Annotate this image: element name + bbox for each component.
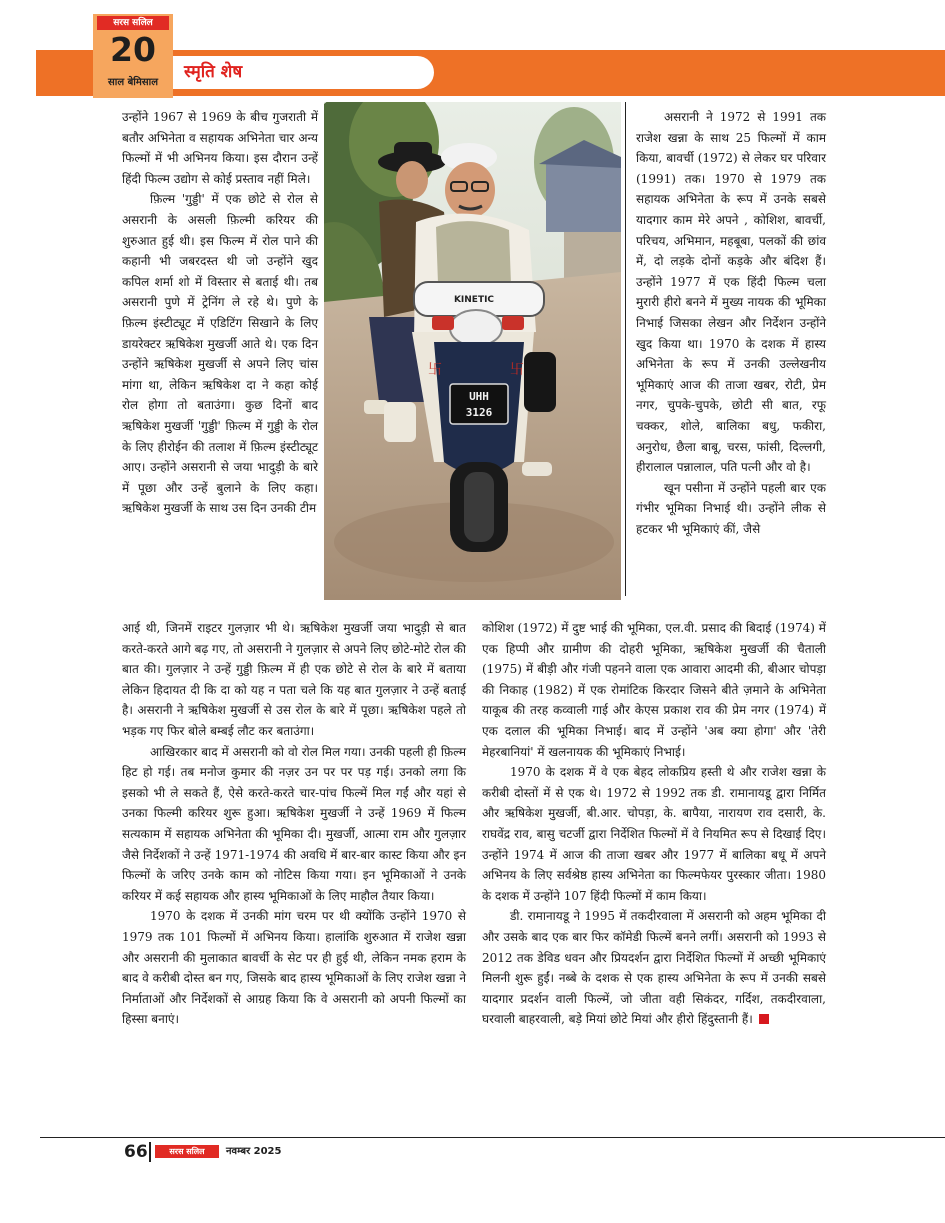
magazine-logo: सरस सलिल [97, 16, 169, 30]
paragraph-last [482, 906, 826, 1030]
section-title: स्मृति शेष [184, 62, 243, 82]
paragraph: आई थी, जिनमें राइटर गुलज़ार भी थे। ऋषिकेश मुखर्जी जया भादुड़ी से बात करते-करते आगे बढ़ गए, तो असरानी ने गुलज़ार से अपने लिए छोटे-मोटे रोल की बात की। गुलज़ार ने उन्हें गुड्डी फ़िल्म में ही एक छोटे से रोल के बारे में बताया लेकिन हिदायत दी कि दा को यह न पता चले कि यह बात गुलज़ार ने उन्हें बताई है। असरानी ने ऋषिकेश मुखर्जी से उस रोल के बारे में पूछा। ऋषिकेश पहले तो भड़क गए फिर बोले बम्बई लौट कर बताउंगा। [122, 621, 466, 738]
article-column-lower-left [122, 618, 466, 1030]
issue-date: नवम्बर 2025 [226, 1146, 282, 1157]
paragraph-text: डी. रामानायडू ने 1995 में तकदीरवाला में असरानी को अहम भूमिका दी और उसके बाद एक बार फिर कॉमेडी फिल्में बनने लगीं। असरानी को 1993 से 2012 तक डेविड धवन और प्रियदर्शन द्वारा निर्देशित फिल्मों में अच्छी भूमिकाएं मिलनी शुरू हुईं। नब्बे के दशक से एक हास्य अभिनेता के रूप में उनकी सबसे यादगार प्रदर्शन वाली फिल्में, जो जीता वही सिकंदर, गर्दिश, तकदीरवाला, घरवाली बाहरवाली, बड़े मियां छोटे मियां और हीरो हिंदुस्तानी हैं। [482, 909, 826, 1027]
paragraph: 1970 के दशक में उनकी मांग चरम पर थी क्योंकि उन्होंने 1970 से 1979 तक 101 फिल्मों में अभिनय किया। हालांकि शुरुआत में राजेश खन्ना और असरानी की मुलाकात बावर्ची के सेट पर ही हुई थी, लेकिन नमक हराम के बाद वे करीबी दोस्त बन गए, जिसके बाद हास्य भूमिकाओं के लिए राजेश खन्ना ने निर्माताओं और निर्देशकों से आग्रह किया कि वे असरानी को अपनी फिल्मों का हिस्सा बनाएं। [122, 909, 466, 1027]
svg-text:卐: 卐 [428, 362, 442, 378]
end-of-article-square-icon [759, 1014, 769, 1024]
footer-rule [40, 1137, 945, 1138]
paragraph: आखिरकार बाद में असरानी को वो रोल मिल गया। उनकी पहली ही फ़िल्म हिट हो गई। तब मनोज कुमार की नज़र उन पर पर पड़ गई। उनको लगा कि इसको भी ले सकते हैं, ऐसे करते-करते चार-पांच फिल्में मिल गईं और यहां से उनका फिल्मी करियर शुरू हुआ। ऋषिकेश मुखर्जी ने उन्हें 1969 में फिल्म सत्यकाम में सहायक अभिनेता की भूमिका दी। मुखर्जी, आत्मा राम और गुलज़ार जैसे निर्देशकों ने उन्हें 1971-1974 की अवधि में बार-बार कास्ट किया और इन फिल्मों के जरिए उनके काम को नोटिस किया गया। इन भूमिकाओं ने उनके करियर में कई सहायक और हास्य भूमिकाओं के लिए माहौल तैयार किया। [122, 744, 466, 903]
paragraph: असरानी ने 1972 से 1991 तक राजेश खन्ना के साथ 25 फिल्मों में काम किया, बावर्ची (1972) से लेकर घर परिवार (1991) तक। 1970 से 1979 तक सहायक अभिनेता के रूप में उनके सबसे यादगार काम मेरे अपने , कोशिश, बावर्ची, परिचय, अभिमान, महबूबा, पलकों की छांव में, दो लड़के दोनों कड़के और बंदिश हैं। उन्होंने 1977 में एक हिंदी फिल्म चला मुरारी हीरो बनने में मुख्य नायक की भूमिका निभाई जिसका लेखन और निर्देशन उन्होंने खुद किया था। 1970 के दशक में हास्य अभिनेता के रूप में उनकी उल्लेखनीय भूमिकाएं आज की ताजा खबर, रोटी, प्रेम नगर, चुपके-चुपके, छोटी सी बात, रफू चक्कर, शोले, बालिका बधु, फकीरा, अनुरोध, छैला बाबू, चरस, फांसी, दिल्लगी, हीरालाल पन्नालाल, पति पत्नी और वो है। [636, 110, 826, 475]
article-column-lower-right [482, 618, 826, 1030]
article-column-left [122, 107, 318, 519]
paragraph: उन्होंने 1967 से 1969 के बीच गुजराती में बतौर अभिनेता व सहायक अभिनेता चार अन्य फिल्मों में भी अभिनय किया। इस दौरान उन्हें हिंदी फिल्म उद्योग से कोई प्रस्ताव नहीं मिले। [122, 110, 318, 186]
scooter-photo-illustration [324, 102, 621, 600]
paragraph: खून पसीना में उन्होंने पहली बार एक गंभीर भूमिका निभाई थी। उन्होंने लीक से हटकर भी भूमिकाएं कीं, जैसे [636, 480, 826, 536]
paragraph: फ़िल्म 'गुड्डी' में एक छोटे से रोल से असरानी के असली फ़िल्मी करियर की शुरुआत हुई थी। इस फिल्म में रोल पाने की कहानी भी जबरदस्त थी जो उन्होंने खुद कपिल शर्मा शो में विस्तार से बताई थी। तब असरानी पुणे में ट्रेनिंग ले रहे थे। पुणे के फ़िल्म इंस्टीट्यूट में एडिटिंग सिखाने के लिए डायरेक्टर ऋषिकेश मुखर्जी आते थे। एक दिन उन्होंने ऋषिकेश मुखर्जी से अपने लिए चांस मांगा था, लेकिन ऋषिकेश दा ने कहा कोई रोल होगा तो बताउंगा। कुछ दिनों बाद ऋषिकेश मुखर्जी 'गुड्डी' फ़िल्म में गुड्डी के रोल के लिए हीरोईन की तलाश में फ़िल्म इंस्टीट्यूट आए। उन्होंने असरानी से जया भादुड़ी के बारे में पूछा और उन्हें बुलाने के लिए कहा। ऋषिकेश मुखर्जी के साथ उस दिन उनकी टीम [122, 192, 318, 516]
paragraph: 1970 के दशक में वे एक बेहद लोकप्रिय हस्ती थे और राजेश खन्ना के करीबी दोस्तों में से एक थे। 1972 से 1992 तक डी. रामानायडू द्वारा निर्मित और ऋषिकेश मुखर्जी, बी.आर. चोपड़ा, के. बापैया, नारायण राव दसारी, के. राघवेंद्र राव, बासु चटर्जी द्वारा निर्देशित फिल्मों में वे नियमित रूप से दिखाई दिए। उन्होंने 1974 में आज की ताजा खबर और 1977 में बालिका बधू में अपने अभिनय के लिए सर्वश्रेष्ठ हास्य अभिनेता का फिल्मफेयर पुरस्कार जीता। 1980 के दशक में उन्होंने 107 हिंदी फिल्मों में काम किया। [482, 765, 826, 903]
article-photo [324, 102, 621, 600]
paragraph: कोशिश (1972) में दुष्ट भाई की भूमिका, एल.वी. प्रसाद की बिदाई (1974) में एक हिप्पी और ग्रामीण की दोहरी भूमिका, ऋषिकेश मुखर्जी की चैताली (1975) में बीड़ी और गंजी पहनने वाला एक आवारा आदमी की, बीआर चोपड़ा की निकाह (1982) में एक रोमांटिक किरदार जिसने बीते ज़माने के अभिनेता याकूब की तरह कव्वाली गाई और केएस प्रकाश राव की प्रेम नगर (1974) में एक दलाल की भूमिका निभाई। बाद में उन्होंने 'अब क्या होगा' और 'तेरी मेहरबानियां' में खलनायक की भूमिकाएं निभाई। [482, 621, 826, 759]
anniversary-label: साल बेमिसाल [107, 77, 159, 88]
svg-text:卐: 卐 [510, 362, 524, 378]
anniversary-number: 20 [110, 30, 156, 69]
column-divider [625, 102, 626, 596]
footer-divider [149, 1142, 151, 1162]
plate-line-1: UHH [469, 390, 489, 403]
article-column-right [636, 107, 826, 539]
footer-magazine-logo: सरस सलिल [155, 1145, 219, 1158]
scooter-brand-label: KINETIC [453, 295, 495, 305]
plate-line-2: 3126 [465, 406, 493, 419]
page-number: 66 [124, 1142, 148, 1162]
